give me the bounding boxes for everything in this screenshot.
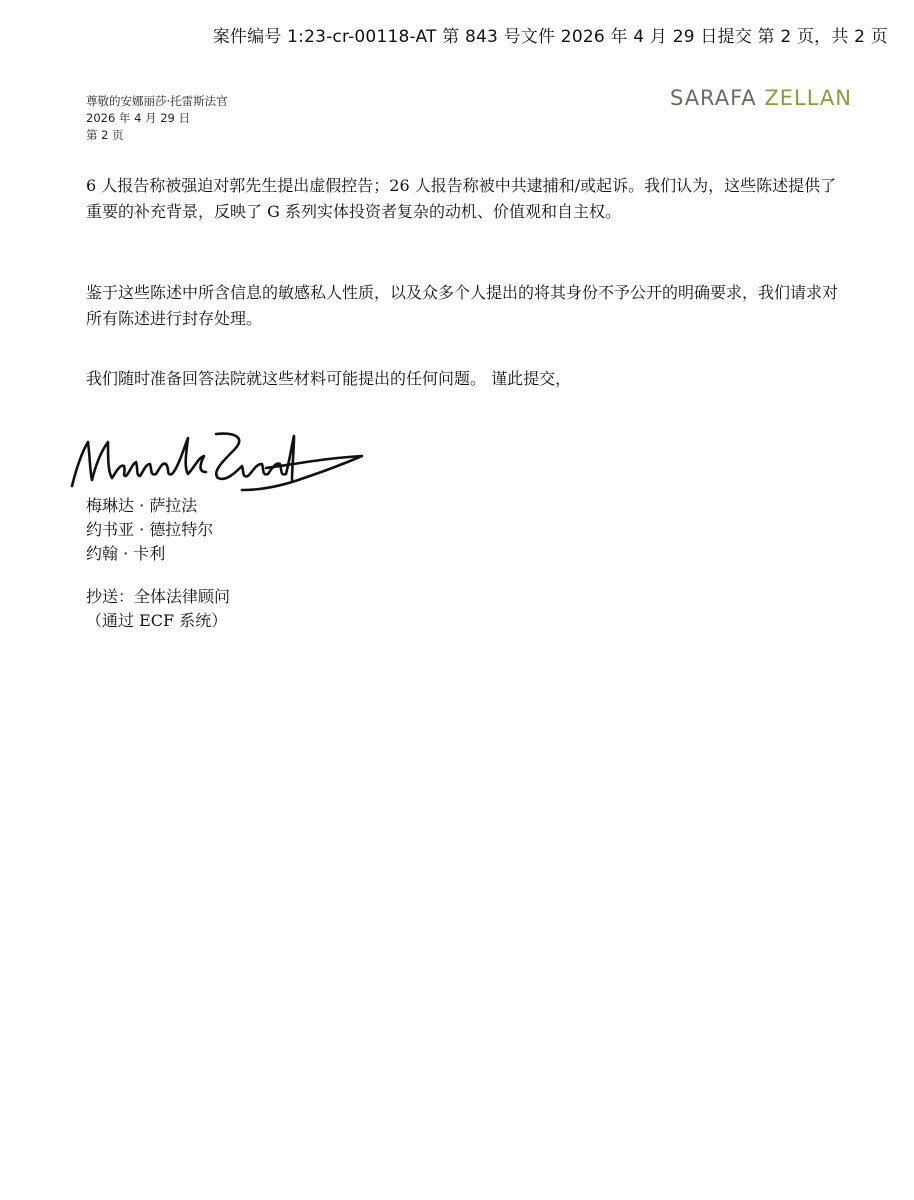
letter-head [86,93,228,144]
signer-name: 约书亚 · 德拉特尔 [86,520,214,539]
handwritten-signature-icon [66,428,366,496]
cc-method: （通过 ECF 系统） [86,611,228,630]
firm-logo [670,86,852,110]
signers-list [86,494,213,566]
cc-line: 抄送：全体法律顾问 [86,587,231,606]
paragraph-3: 我们随时准备回答法院就这些材料可能提出的任何问题。 谨此提交， [86,369,572,388]
logo-word-sarafa: SARAFA [669,86,757,110]
addressee-line: 尊敬的安娜丽莎·托雷斯法官 [86,94,228,108]
signer-name: 梅琳达 · 萨拉法 [86,496,198,515]
logo-word-zellan: ZELLAN [764,86,852,110]
cc-block [86,585,230,633]
paragraph-1: 6 人报告称被强迫对郭先生提出虚假控告；26 人报告称被中共逮捕和/或起诉。我们认为，这些陈述提供了重要的补充背景，反映了 G 系列实体投资者复杂的动机、价值观和自主权。 [86,176,837,221]
case-header: 案件编号 1:23-cr-00118-AT 第 843 号文件 2026 年 4 月 29 日提交 第 2 页，共 2 页 [212,27,888,47]
date-line: 2026 年 4 月 29 日 [86,111,190,125]
signer-name: 约翰 · 卡利 [86,544,166,563]
page-line: 第 2 页 [86,128,124,142]
paragraph-2: 鉴于这些陈述中所含信息的敏感私人性质，以及众多个人提出的将其身份不予公开的明确要求，我们请求对所有陈述进行封存处理。 [86,283,839,328]
